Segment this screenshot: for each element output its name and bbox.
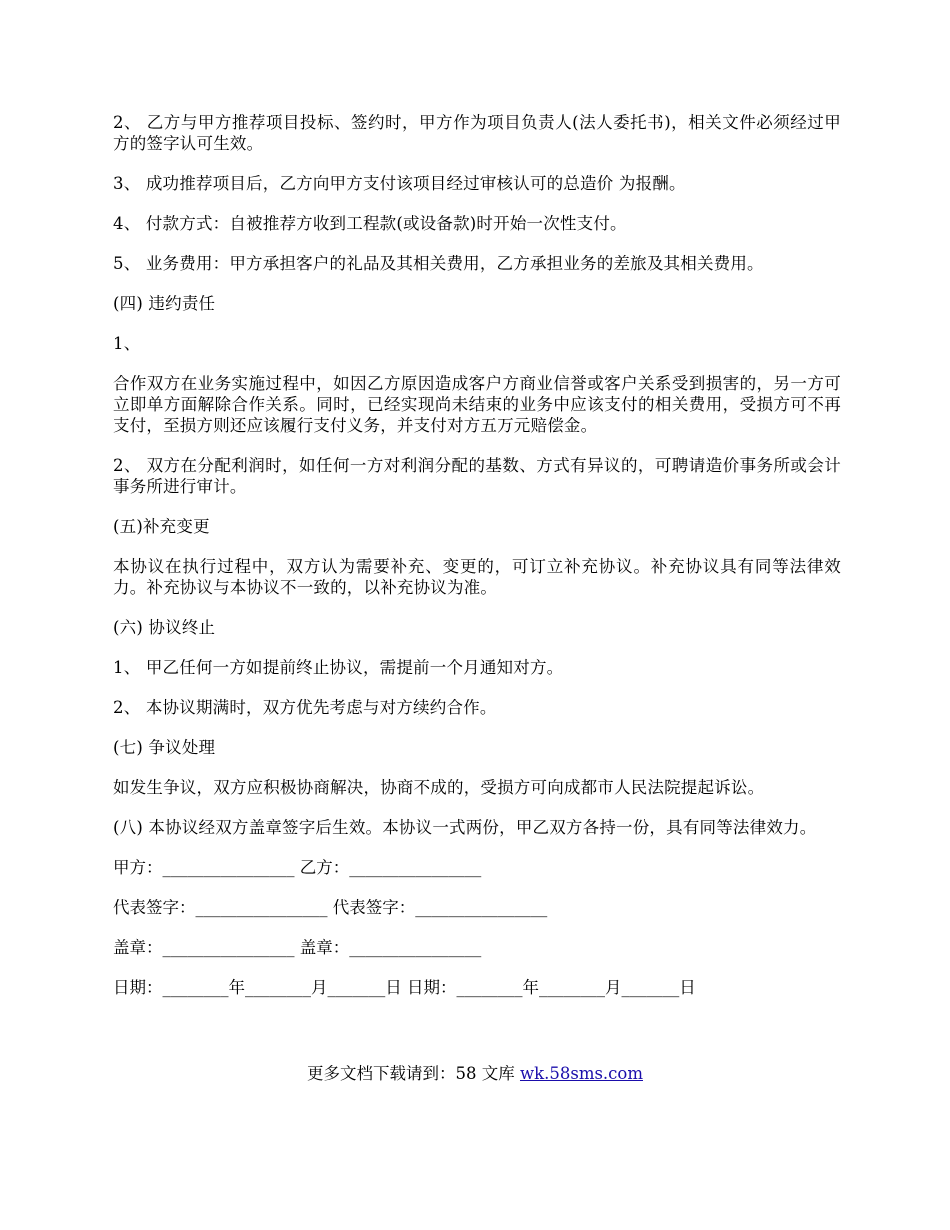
termination-item-2: 2、 本协议期满时，双方优先考虑与对方续约合作。 [113,698,497,717]
clause-3-payment-amount: 3、 成功推荐项目后，乙方向甲方支付该项目经过审核认可的总造价 为报酬。 [113,174,686,193]
clause-2-signing: 2、 乙方与甲方推荐项目投标、签约时，甲方作为项目负责人(法人委托书)，相关文件必须经过甲方的签字认可生效。 [113,113,841,153]
document-body [113,112,841,1017]
signature-representative-line: 代表签字：________________ 代表签字：________________ [113,898,548,917]
section-effective-clause: (八) 本协议经双方盖章签字后生效。本协议一式两份，甲乙双方各持一份，具有同等法律效力。 [113,818,817,837]
footer [0,1063,950,1084]
section-heading-dispute: (七) 争议处理 [113,738,216,757]
section-heading-breach: (四) 违约责任 [113,294,216,313]
amendment-text: 本协议在执行过程中，双方认为需要补充、变更的，可订立补充协议。补充协议具有同等法律效力。补充协议与本协议不一致的，以补充协议为准。 [113,557,841,597]
signature-party-line: 甲方：________________ 乙方：________________ [113,858,482,877]
termination-item-1: 1、 甲乙任何一方如提前终止协议，需提前一个月通知对方。 [113,658,564,677]
footer-link[interactable]: wk.58sms.com [519,1064,643,1083]
clause-5-business-expenses: 5、 业务费用：甲方承担客户的礼品及其相关费用，乙方承担业务的差旅及其相关费用。 [113,254,764,273]
section-heading-amendment: (五)补充变更 [113,517,210,536]
section-heading-termination: (六) 协议终止 [113,618,216,637]
footer-text: 更多文档下载请到：58 文库 [306,1064,520,1083]
signature-seal-line: 盖章：________________ 盖章：________________ [113,938,482,957]
clause-4-payment-method: 4、 付款方式：自被推荐方收到工程款(或设备款)时开始一次性支付。 [113,214,627,233]
dispute-text: 如发生争议，双方应积极协商解决，协商不成的，受损方可向成都市人民法院提起诉讼。 [113,778,765,797]
breach-item-1-number: 1、 [113,334,141,353]
signature-date-line: 日期：________年________月_______日 日期：________年________月_______日 [113,978,696,997]
breach-item-2-text: 2、 双方在分配利润时，如任何一方对利润分配的基数、方式有异议的，可聘请造价事务所或会计事务所进行审计。 [113,456,841,496]
breach-item-1-text: 合作双方在业务实施过程中，如因乙方原因造成客户方商业信誉或客户关系受到损害的，另一方可立即单方面解除合作关系。同时，已经实现尚未结束的业务中应该支付的相关费用，受损方可不再支付，至损方则还应该履行支付义务，并支付对方五万元赔偿金。 [113,374,841,435]
